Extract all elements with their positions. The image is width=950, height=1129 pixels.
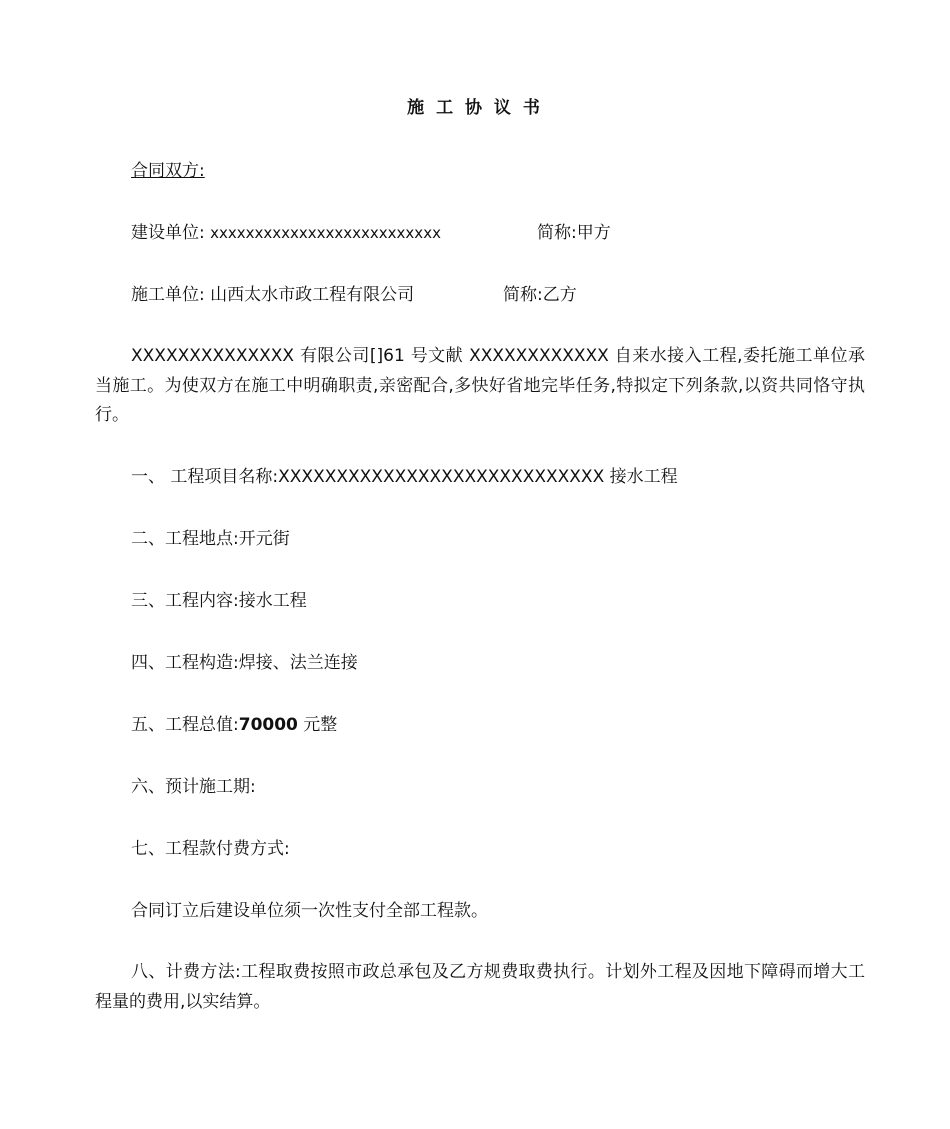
item-4: 四、工程构造:焊接、法兰连接 [131,653,358,673]
builder-line [131,221,441,245]
contractor-value: 山西太水市政工程有限公司 [210,285,415,305]
total-amount: 70000 [238,715,298,735]
contractor-line [131,283,414,307]
intro-paragraph: XXXXXXXXXXXXXX 有限公司[]61 号文献 XXXXXXXXXXXX 自来水接入工程,委托施工单位承当施工。为使双方在施工中明确职责,亲密配合,多快好省地完毕任务,特拟定下列条款,以资共同恪守执行。 [95,346,865,425]
parties-heading: 合同双方: [131,161,205,181]
item-2: 二、工程地点:开元街 [131,529,290,549]
item-5-label: 五、工程总值: [131,715,239,735]
item-7-detail: 合同订立后建设单位须一次性支付全部工程款。 [131,901,488,921]
item-8: 八、计费方法:工程取费按照市政总承包及乙方规费取费执行。计划外工程及因地下障碍而增大工程量的费用,以实结算。 [95,962,865,1012]
builder-label: 建设单位: [131,223,205,243]
contractor-abbr: 简称:乙方 [503,285,577,305]
item-1: 一、 工程项目名称:XXXXXXXXXXXXXXXXXXXXXXXXXXXX 接水工程 [131,467,678,487]
builder-value: xxxxxxxxxxxxxxxxxxxxxxxxxx [210,224,441,242]
builder-abbr: 简称:甲方 [537,223,611,243]
item-7: 七、工程款付费方式: [131,839,290,859]
item-5 [131,713,337,737]
item-3: 三、工程内容:接水工程 [131,591,307,611]
document-title: 施 工 协 议 书 [407,98,543,118]
contractor-label: 施工单位: [131,285,205,305]
item-6: 六、预计施工期: [131,777,256,797]
item-5-unit: 元整 [297,715,338,735]
